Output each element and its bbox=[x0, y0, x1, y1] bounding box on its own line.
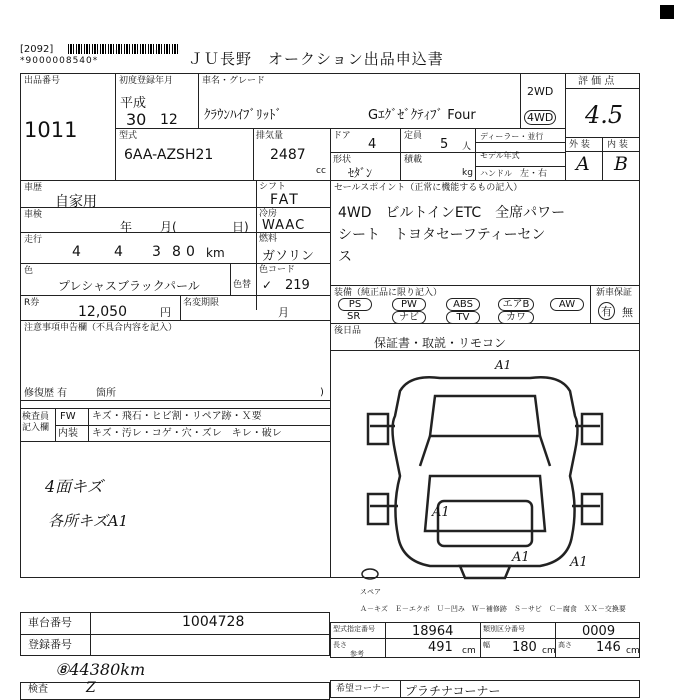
lot-no-label: 出品番号 bbox=[24, 76, 61, 86]
inspector-label: 検査員記入欄 bbox=[22, 412, 50, 433]
model-year-label: モデル年式 bbox=[480, 151, 520, 160]
fuel-value[interactable]: ガソリン bbox=[262, 249, 315, 264]
equip-tv[interactable]: TV bbox=[446, 311, 480, 324]
mileage-label: 走行 bbox=[24, 235, 43, 245]
damage-mark-3: A1 bbox=[512, 550, 530, 565]
corner-mark bbox=[660, 5, 674, 19]
category-value[interactable]: 0009 bbox=[582, 624, 616, 639]
aftermarket-items[interactable]: 保証書・取説・リモコン bbox=[374, 336, 507, 350]
equip-leather[interactable]: カワ bbox=[498, 311, 534, 324]
equip-aw[interactable]: AW bbox=[550, 298, 584, 311]
history-label: 車歴 bbox=[24, 183, 43, 193]
type-cert-label: 型式指定番号 bbox=[333, 625, 375, 633]
dealer-label: ディーラー・並行 bbox=[480, 132, 544, 141]
note-line2: 各所キズA1 bbox=[48, 512, 129, 530]
sales-points-label: セールスポイント（正常に機能するもの記入） bbox=[334, 183, 523, 193]
mileage-sen[interactable]: 4 bbox=[114, 244, 123, 260]
displacement-value[interactable]: 2487 bbox=[270, 147, 306, 163]
aircon-label: 冷房 bbox=[259, 209, 278, 219]
color-code-label: 色コード bbox=[259, 265, 296, 275]
type-cert-value[interactable]: 18964 bbox=[412, 624, 454, 639]
form-code: [2092] bbox=[20, 44, 54, 55]
width-label: 幅 bbox=[483, 641, 490, 649]
fuel-label: 燃料 bbox=[259, 234, 278, 244]
damage-mark-4: A1 bbox=[570, 555, 588, 570]
drive-2wd[interactable]: 2WD bbox=[527, 85, 554, 98]
warranty-no[interactable]: 無 bbox=[622, 306, 633, 319]
car-grade-value[interactable]: Gｴｸﾞｾﾞｸﾃｨﾌﾞ Four bbox=[368, 108, 476, 123]
equip-pw[interactable]: PW bbox=[392, 298, 426, 311]
hope-corner-label: 希望コーナー bbox=[336, 684, 391, 694]
displacement-label: 排気量 bbox=[256, 131, 284, 141]
inspector-row2: キズ・汚レ・コゲ・穴・ズレ キレ・破レ bbox=[92, 428, 282, 439]
persons-label: 人 bbox=[462, 142, 472, 152]
recycle-yen-label: 円 bbox=[160, 306, 171, 319]
lot-no-value[interactable]: 1011 bbox=[24, 118, 78, 142]
equip-ps[interactable]: PS bbox=[338, 298, 372, 311]
recycle-value[interactable]: 12,050 bbox=[78, 304, 127, 320]
model-code[interactable]: 6AA-AZSH21 bbox=[124, 147, 214, 163]
inspection-month-label: 月( bbox=[160, 220, 177, 234]
interior-score[interactable]: B bbox=[614, 153, 628, 175]
exterior-label: 外 装 bbox=[569, 140, 590, 150]
kensa-label: 検査 bbox=[28, 684, 48, 695]
shift-value[interactable]: FAT bbox=[270, 192, 300, 208]
model-label: 型式 bbox=[119, 131, 138, 141]
damage-mark-2: A1 bbox=[432, 505, 450, 520]
color-code-value[interactable]: 219 bbox=[285, 278, 310, 293]
height-value[interactable]: 146 bbox=[596, 640, 621, 655]
drive-4wd[interactable]: 4WD bbox=[524, 110, 556, 125]
inspection-year-label: 年 bbox=[120, 220, 133, 234]
car-name-value[interactable]: ｸﾗｳﾝﾊｲﾌﾞﾘｯﾄﾞ bbox=[204, 108, 282, 123]
category-label: 類別区分番号 bbox=[483, 625, 525, 633]
equip-navi[interactable]: ナビ bbox=[392, 311, 426, 324]
inspection-day-label: 日) bbox=[232, 220, 249, 234]
name-change-label: 名変期限 bbox=[183, 298, 220, 308]
first-reg-era[interactable]: 平成 bbox=[120, 96, 147, 111]
body-style-label: 形状 bbox=[333, 155, 352, 165]
damage-mark-1: A1 bbox=[495, 358, 512, 372]
handle-value[interactable]: 左・右 bbox=[520, 169, 548, 179]
equip-abs[interactable]: ABS bbox=[446, 298, 480, 311]
damage-legend: Ａ－キズ Ｅ－エクボ Ｕ－凹み Ｗ－補修跡 Ｓ－サビ Ｃ－腐食 ＸＸ－交換要 bbox=[360, 605, 626, 613]
color-swap-label: 色替 bbox=[233, 280, 252, 290]
kensa-box bbox=[20, 682, 330, 700]
aircon-value[interactable]: WAAC bbox=[262, 218, 306, 233]
first-reg-year[interactable]: 30 bbox=[126, 110, 147, 129]
mileage-ichi[interactable]: 0 bbox=[186, 244, 195, 260]
first-reg-label: 初度登録年月 bbox=[119, 76, 174, 86]
repair-parts-label: 箇所 bbox=[96, 388, 116, 399]
height-label: 高さ bbox=[558, 641, 572, 649]
vehicle-no-label: 車台番号 bbox=[28, 616, 72, 629]
warranty-label: 新車保証 bbox=[596, 288, 633, 298]
hope-corner-value[interactable]: プラチナコーナー bbox=[405, 684, 501, 698]
history-value[interactable]: 自家用 bbox=[55, 194, 97, 210]
mileage-ju[interactable]: 8 bbox=[172, 244, 181, 260]
aftermarket-label: 後日品 bbox=[334, 326, 362, 336]
shift-label: シフト bbox=[259, 182, 287, 192]
first-reg-month[interactable]: 12 bbox=[160, 112, 178, 128]
doors-label: ドア bbox=[333, 131, 351, 141]
color-code-check: ✓ bbox=[262, 278, 273, 292]
mileage-hyaku[interactable]: 3 bbox=[152, 244, 161, 260]
capacity-label: 定員 bbox=[404, 131, 423, 141]
sales-point-1[interactable]: 4WD ビルトインETC 全席パワー bbox=[338, 205, 566, 221]
recycle-label: R券 bbox=[24, 298, 40, 308]
equip-airbag[interactable]: エアB bbox=[498, 298, 534, 311]
inspection-label: 車検 bbox=[24, 210, 43, 220]
color-name[interactable]: プレシャスブラックパール bbox=[58, 279, 200, 293]
sales-point-3[interactable]: ス bbox=[338, 249, 352, 265]
form-title: ＪＵ長野 オークション出品申込書 bbox=[188, 50, 444, 68]
equipment-label: 装備（純正品に限り記入） bbox=[334, 288, 443, 298]
barcode bbox=[68, 44, 180, 54]
score-label: 評 価 点 bbox=[578, 76, 615, 87]
color-label: 色 bbox=[24, 266, 34, 276]
length-value[interactable]: 491 bbox=[428, 640, 453, 655]
kensa-mark: Z bbox=[86, 680, 96, 696]
interior-label: 内 装 bbox=[607, 140, 628, 150]
kg-label: kg bbox=[462, 168, 473, 178]
capacity-value[interactable]: 5 bbox=[440, 137, 449, 152]
sales-point-2[interactable]: シート トヨタセーフティーセン bbox=[338, 227, 546, 243]
reg-no-label: 登録番号 bbox=[28, 638, 72, 651]
loading-label: 積載 bbox=[404, 155, 423, 165]
naiso-label: 内装 bbox=[58, 428, 78, 439]
mileage-km-label: km bbox=[206, 246, 225, 260]
body-style-value[interactable]: ｾﾀﾞﾝ bbox=[348, 166, 373, 180]
doors-value[interactable]: 4 bbox=[368, 137, 377, 152]
vehicle-no-value[interactable]: 1004728 bbox=[182, 614, 245, 630]
inspector-row1: キズ・飛石・ヒビ割・リペア跡・Ｘ要 bbox=[92, 411, 262, 422]
barcode-digits: *9000008540* bbox=[20, 56, 99, 66]
length-label: 長さ bbox=[333, 641, 347, 649]
mileage-note: ⑧44380km bbox=[55, 660, 146, 679]
width-unit: cm bbox=[542, 646, 556, 656]
handle-label: ハンドル bbox=[480, 169, 512, 178]
height-unit: cm bbox=[626, 646, 640, 656]
warranty-yes[interactable]: 有 bbox=[598, 302, 615, 320]
spare-tire-icon bbox=[362, 569, 378, 579]
mileage-man[interactable]: 4 bbox=[72, 244, 81, 260]
note-line1: 4面キズ bbox=[45, 477, 103, 496]
car-name-label: 車名・グレード bbox=[202, 76, 266, 86]
spare-label: スペア bbox=[360, 588, 381, 596]
score-value[interactable]: 4.5 bbox=[585, 101, 624, 129]
fw-label: FW bbox=[60, 411, 76, 422]
repair-history-label: 修復歴 有 bbox=[24, 388, 68, 399]
width-value[interactable]: 180 bbox=[512, 640, 537, 655]
notes-label: 注意事項申告欄（不具合内容を記入） bbox=[24, 323, 178, 333]
length-unit: cm bbox=[462, 646, 476, 656]
cc-label: cc bbox=[316, 166, 326, 176]
length-ref: 参考 bbox=[350, 650, 364, 658]
exterior-score[interactable]: A bbox=[576, 153, 590, 175]
repair-bracket: ) bbox=[320, 387, 324, 398]
equip-sr[interactable]: SR bbox=[347, 311, 361, 322]
name-change-month-label: 月 bbox=[278, 306, 289, 319]
